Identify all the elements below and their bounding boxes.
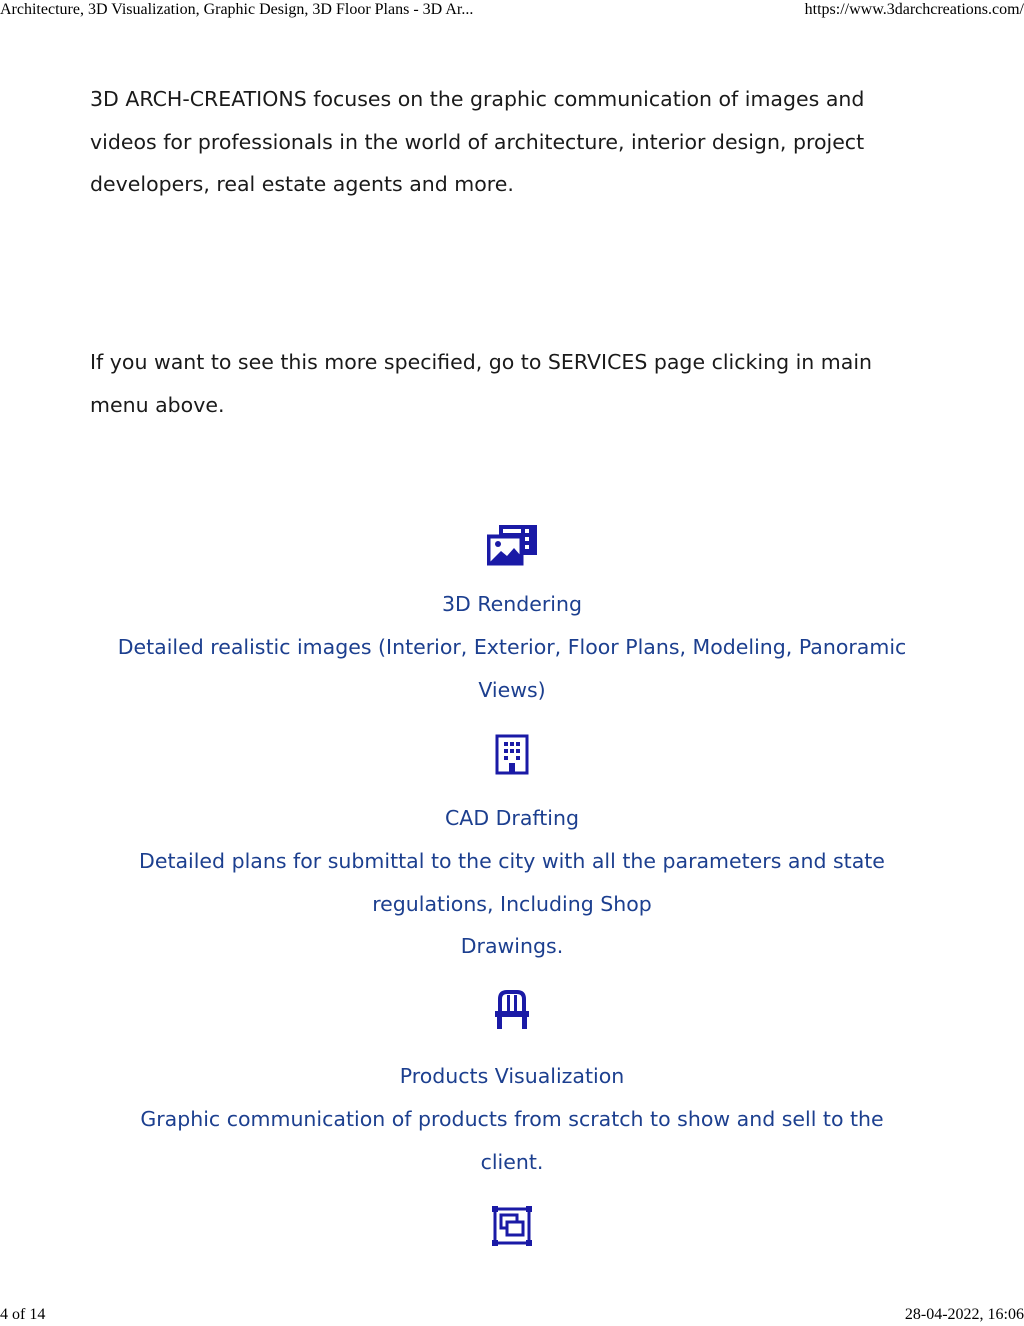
page-number: 4 of 14 (0, 1306, 46, 1323)
intro-paragraph: 3D ARCH-CREATIONS focuses on the graphic communication of images and videos for professionals in the world of architecture, interior design, project developers, real estate agents and more. (90, 87, 865, 196)
description-line: Views) (478, 677, 546, 702)
description-line: regulations, Including Shop (372, 891, 652, 916)
service-description-cad-drafting (112, 840, 912, 968)
print-url: https://www.3darchcreations.com/ (804, 1, 1024, 18)
print-header (0, 1, 1024, 21)
service-title-cad-drafting: CAD Drafting (444, 806, 579, 830)
service-description-3d-rendering (112, 626, 912, 711)
print-page-title: Architecture, 3D Visualization, Graphic Design, 3D Floor Plans - 3D Ar... (0, 1, 474, 18)
building-icon (487, 733, 537, 777)
description-line: Graphic communication of products from scratch to show and sell to the (140, 1107, 884, 1131)
services-note-paragraph: If you want to see this more specified, go to SERVICES page clicking in main menu above. (90, 350, 873, 417)
description-line: Drawings. (460, 934, 564, 958)
description-line: Detailed plans for submittal to the city with all the parameters and state (139, 849, 885, 873)
service-title-products-visualization: Products Visualization (399, 1064, 625, 1088)
print-datetime: 28-04-2022, 16:06 (904, 1306, 1024, 1323)
print-footer (0, 1306, 1024, 1326)
chair-icon (487, 989, 537, 1033)
layers-frame-icon (487, 1204, 537, 1248)
service-title-3d-rendering: 3D Rendering (441, 592, 583, 616)
gallery-icon (487, 523, 537, 567)
description-line: client. (480, 1149, 544, 1174)
description-line: Detailed realistic images (Interior, Exterior, Floor Plans, Modeling, Panoramic (117, 635, 907, 659)
service-description-products-visualization (112, 1098, 912, 1183)
